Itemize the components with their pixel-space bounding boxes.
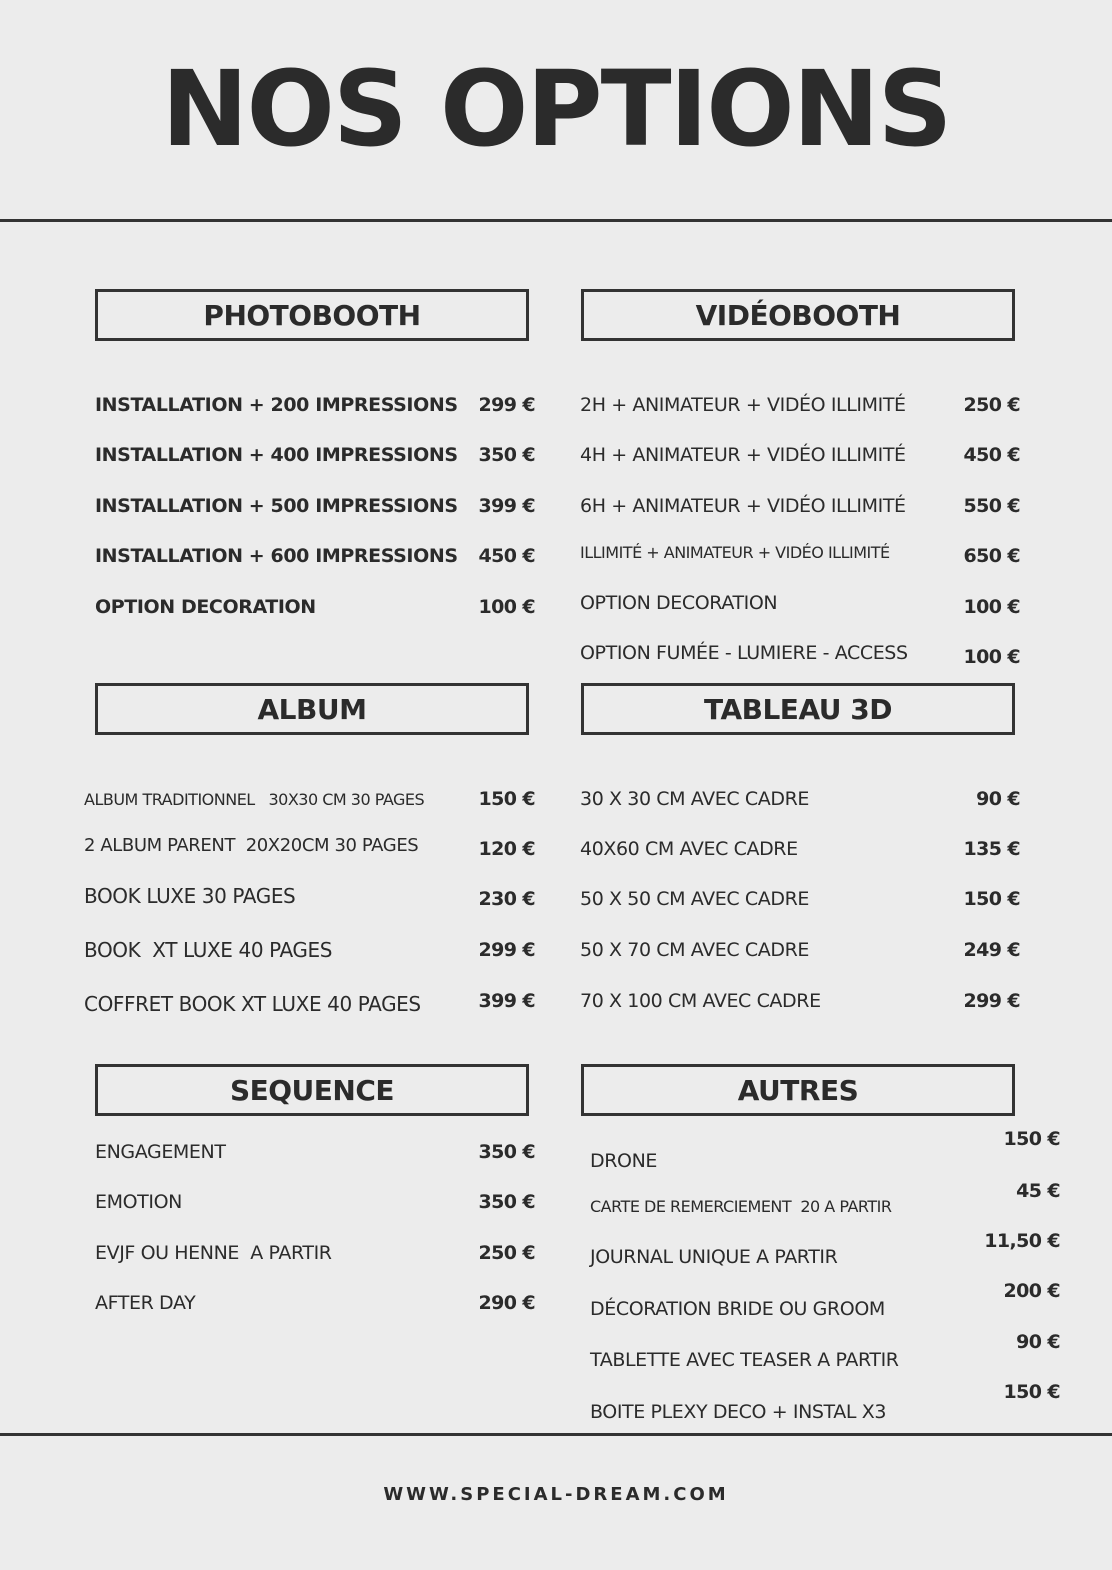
item-label: 4H + ANIMATEUR + VIDÉO ILLIMITÉ	[580, 444, 906, 466]
price-row	[580, 642, 1020, 672]
item-label: BOITE PLEXY DECO + INSTAL X3	[590, 1401, 887, 1423]
top-divider	[0, 219, 1112, 222]
price-row	[95, 1187, 535, 1217]
item-price: 230 €	[478, 888, 535, 910]
item-price: 399 €	[478, 495, 535, 517]
item-price: 250 €	[478, 1242, 535, 1264]
item-label: COFFRET BOOK XT LUXE 40 PAGES	[84, 992, 421, 1016]
item-label: OPTION DECORATION	[580, 592, 778, 614]
item-label: ENGAGEMENT	[95, 1141, 226, 1163]
price-row	[590, 1381, 1060, 1423]
item-label: ILLIMITÉ + ANIMATEUR + VIDÉO ILLIMITÉ	[580, 542, 890, 562]
price-row	[95, 491, 535, 521]
item-label: AFTER DAY	[95, 1292, 196, 1314]
item-price: 299 €	[478, 394, 535, 416]
price-row	[580, 491, 1020, 521]
item-label: INSTALLATION + 600 IMPRESSIONS	[95, 545, 458, 567]
price-row	[84, 986, 535, 1016]
item-price: 90 €	[976, 788, 1020, 810]
item-price: 150 €	[1003, 1381, 1060, 1403]
price-row	[590, 1180, 1060, 1216]
item-label: INSTALLATION + 500 IMPRESSIONS	[95, 495, 458, 517]
item-label: 40X60 CM AVEC CADRE	[580, 838, 798, 860]
item-price: 90 €	[1016, 1331, 1060, 1353]
item-label: 6H + ANIMATEUR + VIDÉO ILLIMITÉ	[580, 495, 906, 517]
item-price: 350 €	[478, 1141, 535, 1163]
item-price: 150 €	[1003, 1128, 1060, 1150]
price-row	[84, 884, 535, 914]
price-row	[84, 834, 535, 864]
item-label: 50 X 50 CM AVEC CADRE	[580, 888, 809, 910]
item-label: EVJF OU HENNE A PARTIR	[95, 1242, 332, 1264]
item-price: 350 €	[478, 1191, 535, 1213]
item-price: 11,50 €	[984, 1230, 1060, 1252]
item-label: OPTION DECORATION	[95, 596, 316, 618]
price-row	[580, 541, 1020, 571]
header-videobooth: VIDÉOBOOTH	[581, 289, 1015, 341]
price-row	[590, 1280, 1060, 1320]
header-album: ALBUM	[95, 683, 529, 735]
item-label: 2 ALBUM PARENT 20X20CM 30 PAGES	[84, 834, 419, 856]
item-price: 250 €	[963, 394, 1020, 416]
price-row	[580, 935, 1020, 965]
item-price: 249 €	[963, 939, 1020, 961]
price-row	[95, 1137, 535, 1167]
item-price: 100 €	[963, 596, 1020, 618]
item-label: INSTALLATION + 200 IMPRESSIONS	[95, 394, 458, 416]
header-sequence: SEQUENCE	[95, 1064, 529, 1116]
item-label: DRONE	[590, 1150, 658, 1172]
item-label: 70 X 100 CM AVEC CADRE	[580, 990, 821, 1012]
price-row	[84, 784, 535, 814]
item-label: ALBUM TRADITIONNEL 30X30 CM 30 PAGES	[84, 789, 425, 809]
item-label: DÉCORATION BRIDE OU GROOM	[590, 1298, 885, 1320]
header-autres: AUTRES	[581, 1064, 1015, 1116]
price-row	[95, 1238, 535, 1268]
header-tableau-3d: TABLEAU 3D	[581, 683, 1015, 735]
item-price: 350 €	[478, 444, 535, 466]
page-title: NOS OPTIONS	[161, 48, 951, 170]
item-label: BOOK XT LUXE 40 PAGES	[84, 938, 333, 962]
price-row	[95, 541, 535, 571]
price-row	[580, 784, 1020, 814]
item-price: 650 €	[963, 545, 1020, 567]
item-price: 200 €	[1003, 1280, 1060, 1302]
item-price: 150 €	[478, 788, 535, 810]
item-label: 30 X 30 CM AVEC CADRE	[580, 788, 809, 810]
price-row	[590, 1128, 1060, 1172]
item-price: 299 €	[478, 939, 535, 961]
price-row	[95, 390, 535, 420]
price-row	[580, 834, 1020, 864]
item-price: 450 €	[478, 545, 535, 567]
item-price: 135 €	[963, 838, 1020, 860]
item-price: 290 €	[478, 1292, 535, 1314]
price-row	[580, 592, 1020, 622]
item-label: 2H + ANIMATEUR + VIDÉO ILLIMITÉ	[580, 394, 906, 416]
item-price: 120 €	[478, 838, 535, 860]
item-price: 299 €	[963, 990, 1020, 1012]
item-label: JOURNAL UNIQUE A PARTIR	[590, 1246, 838, 1268]
item-price: 399 €	[478, 990, 535, 1012]
item-price: 100 €	[478, 596, 535, 618]
price-row	[95, 1288, 535, 1318]
price-row	[580, 440, 1020, 470]
price-row	[590, 1331, 1060, 1371]
item-label: BOOK LUXE 30 PAGES	[84, 884, 296, 908]
item-price: 100 €	[963, 646, 1020, 668]
price-row	[95, 440, 535, 470]
price-row	[580, 884, 1020, 914]
price-row	[580, 986, 1020, 1016]
price-row	[580, 390, 1020, 420]
item-price: 45 €	[1016, 1180, 1060, 1202]
item-label: CARTE DE REMERCIEMENT 20 A PARTIR	[590, 1197, 892, 1216]
item-label: OPTION FUMÉE - LUMIERE - ACCESS	[580, 642, 908, 664]
price-row	[84, 935, 535, 965]
website-url: WWW.SPECIAL-DREAM.COM	[383, 1484, 729, 1505]
item-label: 50 X 70 CM AVEC CADRE	[580, 939, 809, 961]
price-row	[95, 592, 535, 622]
item-label: EMOTION	[95, 1191, 182, 1213]
item-label: INSTALLATION + 400 IMPRESSIONS	[95, 444, 458, 466]
item-price: 450 €	[963, 444, 1020, 466]
bottom-divider	[0, 1433, 1112, 1436]
item-label: TABLETTE AVEC TEASER A PARTIR	[590, 1349, 899, 1371]
header-photobooth: PHOTOBOOTH	[95, 289, 529, 341]
item-price: 150 €	[963, 888, 1020, 910]
item-price: 550 €	[963, 495, 1020, 517]
price-row	[590, 1230, 1060, 1268]
